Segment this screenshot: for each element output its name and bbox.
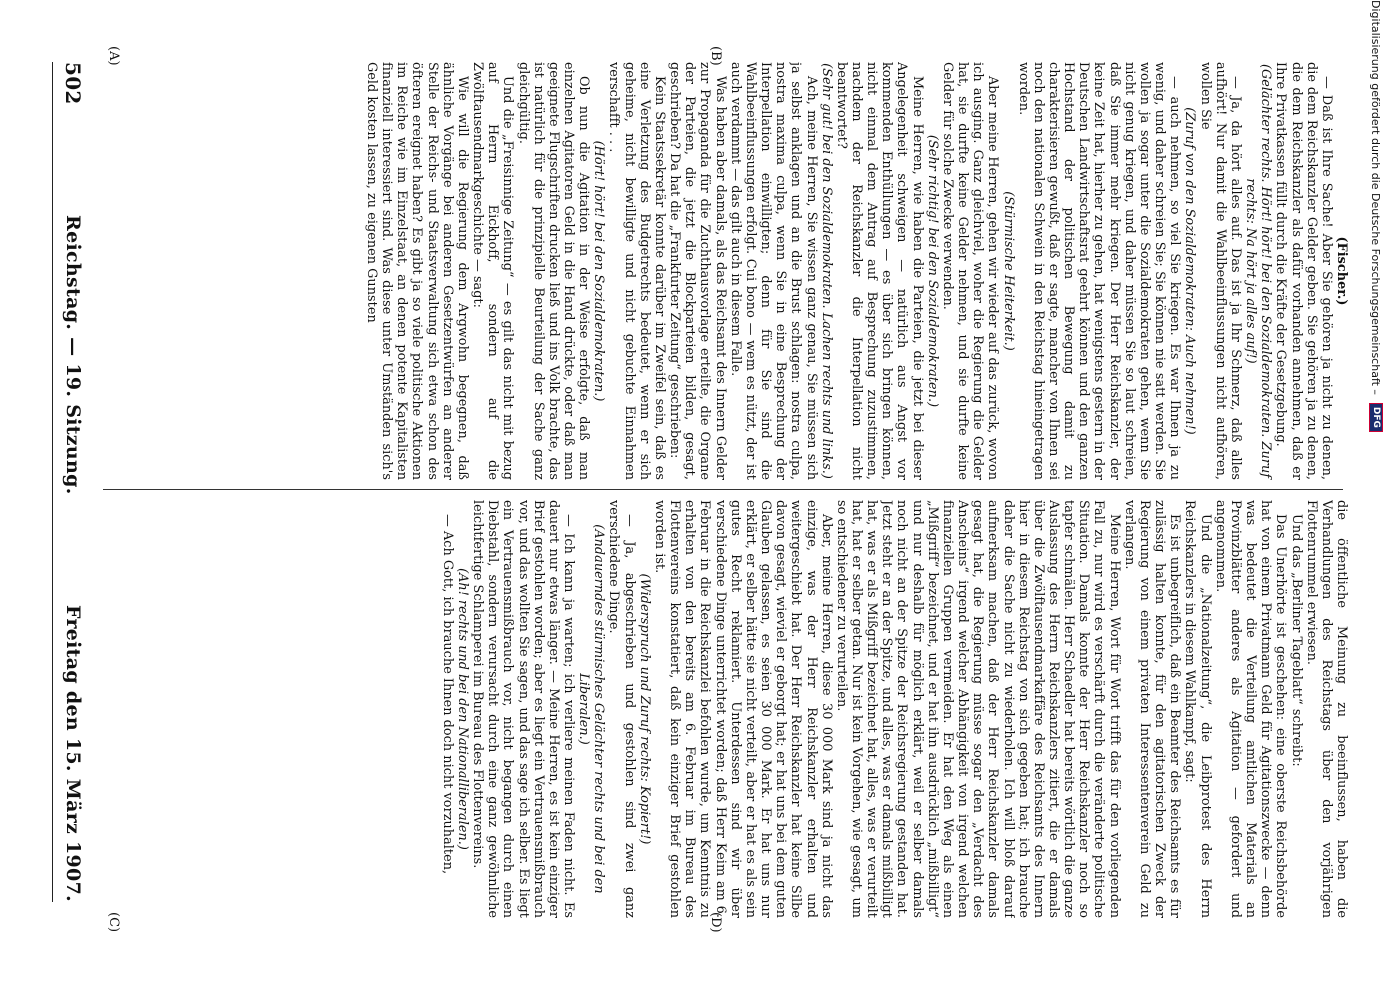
margin-marker-d: (D)	[708, 912, 723, 933]
right-column	[97, 500, 1349, 918]
header-title-right: Freitag den 15. März 1907.	[62, 605, 84, 902]
paragraph: Aber meine Herren, gehen wir wieder auf das zurück, wovon ich ausging. Ganz gleichviel, woher die Regierung die Gelder hat, sie durfte keine Gelder nehmen, und sie durfte keine Gelder für solche Zwecke verwenden.	[939, 62, 1001, 480]
paragraph: — Daß ist Ihre Sache! Aber Sie gehören ja nicht zu denen, die dem Reichskanzler Gelder geben. Sie gehören ja zu denen, die dem Reichskanzler als dafür vorhanden annehmen, daß er Ihre Privatkassen füllt durch die Kräfte der Gesetzgebung.	[1273, 62, 1334, 480]
paragraph: Kein Staatssekretär konnte darüber im Zweifel sein, daß es eine Verletzung des Budgetrechts bedeutet, wenn er sich geheime, nicht bewilligte und nicht gebuchte Einnahmen verschafft . . .	[606, 62, 667, 480]
interjection: (Widerspruch und Zuruf rechts: Kopiert!)	[636, 573, 652, 845]
paragraph: Und das „Berliner Tageblatt“ schreibt:	[1288, 514, 1304, 767]
interjection: (Stürmische Heiterkeit.)	[1000, 191, 1016, 351]
digitization-text: Digitalisierung gefördert durch die Deutsche Forschungsgemeinschaft –	[1369, 0, 1383, 395]
header-title-left: Reichstag. — 19. Sitzung.	[62, 215, 84, 495]
interjection: (Sehr richtig! bei den Sozialdemokraten.)	[924, 134, 940, 408]
interjection: (Zuruf von den Sozialdemokraten: Auch nehmen!)	[1182, 107, 1198, 435]
margin-marker-b: (B)	[708, 46, 723, 66]
dfg-logo: DFG	[1369, 403, 1383, 432]
margin-marker-c: (C)	[106, 912, 121, 933]
left-column	[97, 62, 1349, 480]
paragraph: Es ist unbegreiflich, daß ein Beamter des Reichsamts es für zulässig halten konnte, für den agitatorischen Zweck der Regierung von einem privaten Interessentenverein Geld zu verlangen.	[1121, 500, 1183, 918]
paragraph: Ach, meine Herren, Sie wissen ganz genau, Sie müssen sich ja selbst anklagen und an die Brust schlagen: nostra culpa, nostra maxima culpa, wenn Sie in eine Besprechung der Interpellation einwilligten; denn für Sie sind die Wahlbeeinflussungen erfolgt. Cui bono — wem es nützt, der ist auch verdammt — das gilt auch in diesem Falle.	[727, 62, 819, 480]
page-number: 502	[61, 62, 85, 105]
paragraph: Aber, meine Herren, diese 30 000 Mark sind ja nicht das einzige, was der Herr Reichskanzler erhalten und weitergeschiebt hat. Der Herr Reichskanzler hat keine Silbe davon gesagt, wieviel er geborgt hat; er hat uns bei dem guten Glauben gelassen, es seien 30 000 Mark. Er hat uns nur erklärt, er selber hätte sie nicht verteilt, aber er hat es als sein gutes Recht reklamiert. Unterdessen sind wir über verschiedene Dinge unterrichtet worden; daß Herr Keim am 6. Februar in die Reichskanzlei befohlen wurde, um Kenntnis zu erhalten von den bereits am 6. Februar im Bureau des Flottenvereins konstatiert, daß kein einziger Brief gestohlen worden ist.	[651, 500, 834, 918]
interjection: (Andauerndes stürmisches Gelächter rechts und bei den Liberalen.)	[576, 524, 607, 894]
paragraph: Und die „Nationalzeitung“, die Leibprotest des Herrn Reichskanzlers in diesem Wahlkampf, sagt:	[1182, 500, 1213, 918]
interjection: (Hört! hört! bei den Sozialdemokraten.)	[591, 140, 607, 402]
paragraph: — Ich kann ja warten; ich verliere meinen Faden nicht. Es dauert nur etwas länger. — Meine Herren, es ist kein einziger Brief gestohlen worden; aber es liegt ein Vertrauensmißbrauch vor, und das wollten Sie sagen, und das sage ich selber. Es liegt ein Vertrauensmißbrauch vor, nicht begangen durch einen Diebstahl, sondern verursacht durch eine ganz gewöhnliche leichtfertige Schlamperei im Bureau des Flottenvereins.	[470, 500, 577, 918]
column-divider	[103, 489, 1343, 490]
digitization-footer	[1369, 0, 1383, 1000]
paragraph: Das Unerhörte ist geschehen: eine oberste Reichsbehörde hat von einem Privatmann Geld für Agitationszwecke — denn was bedeutet die Verteilung amtlichen Materials an Provinzblätter anderes als Agitation — gefordert und angenommen.	[1212, 500, 1289, 918]
margin-marker-a: (A)	[106, 46, 121, 66]
paragraph: die öffentliche Meinung zu beeinflussen, haben die Verhandlungen des Reichstags über den vorjährigen Flottenrummel erwiesen.	[1303, 500, 1349, 918]
paragraph: — Ach Gott, ich brauche Ihnen doch nicht vorzuhalten,	[439, 514, 455, 875]
paragraph: Meine Herren, wie haben die Parteien, die jetzt bei dieser Angelegenheit schweigen — natürlich aus Angst vor kommenden Enthüllungen — es über sich bringen können, nicht einmal dem Antrag auf Besprechung zuzustimmen, nachdem der Reichskanzler die Interpellation nicht beantwortet?	[833, 62, 925, 480]
interjection: (Sehr gut! bei den Sozialdemokraten. Lachen rechts und links.)	[818, 63, 834, 479]
speaker-name: (Fischer.)	[1334, 236, 1349, 306]
paragraph: — Ja, da hört alles auf. Das ist ja Ihr Schmerz, daß alles aufhört! Nur damit die Wahlbeeinflussungen nicht aufhören, wollen Sie	[1197, 62, 1243, 480]
paragraph: Meine Herren, Wort für Wort trifft das für den vorliegenden Fall zu, nur wird es verschärft durch die veränderte politische Situation. Damals konnte der Herr Reichskanzler noch so tapfer schmälen. Herr Schaedler hat bereits wörtlich die ganze Auslassung des Herrn Reichskanzlers zitiert, die er damals über die Zwölftausendmarkaffäre des Reichsamts des Innern hier in diesem Reichstag von sich gegeben hat; ich brauche daher die Sache nicht zu wiederholen. Ich will bloß darauf aufmerksam machen, daß der Herr Reichskanzler damals gesagt hat, die Regierung müsse sogar den „Verdacht des Anscheins“ irgend welcher Abhängigkeit von irgend welchen finanziellen Gruppen vermeiden. Er hat den Weg als einen „Mißgriff“ bezeichnet, und er hat ihn ausdrücklich „mißbilligt“ und nur deshalb für möglich erklärt, weil er selber damals noch nicht an der Spitze der Reichsregierung gestanden hat. Jetzt steht er an der Spitze, und alles, was er damals mißbilligt hat, was er als Mißgriff bezeichnet hat, alles, was er verurteilt hat, hat er selber getan. Nur ist kein Vorgehen, wie gesagt, um so entschiedener zu verurteilen.	[833, 500, 1122, 918]
page-header	[52, 62, 93, 902]
paragraph: Ob nun die Agitation in der Weise erfolgte, daß man einzelnen Agitatoren Geld in die Hand drückte, oder daß man geeignete Flugschriften drucken ließ und ins Volk brachte, das ist natürlich für die prinzipielle Beurteilung der Sache ganz gleichgültig.	[515, 62, 592, 480]
paragraph: — auch nehmen, so viel Sie kriegen. Es war Ihnen ja zu wenig, und daher schreien Sie; Sie können nie satt werden. Sie wollen ja sogar unter die Sozialdemokraten gehen, wenn Sie nicht genug kriegen, und daher müssen Sie so laut schreien, daß Sie immer mehr kriegen. Der Herr Reichskanzler, der keine Zeit hat, hierher zu gehen, hat wenigstens gestern in der Deutschen Landwirtschaftsrat geehrt können und den ganzen Hochstand der politischen Bewegung damit zu charakterisieren gewußt, daß er sagte, mancher von Ihnen sei noch den nationalen Schwein in den Reichstag hineingetragen worden.	[1015, 62, 1183, 480]
paragraph: — Ja, abgeschrieben und gestohlen sind zwei ganz verschiedene Dinge.	[606, 500, 637, 918]
paragraph: Wie will die Regierung dem Argwohn begegnen, daß ähnliche Vorgänge bei anderen Gesetzentwürfen an anderer Stelle der Reichs- und Staatsverwaltung sich etwa schon des öfteren ereignet haben? Es gibt ja so viele politische Aktionen im Reiche wie im Einzelstaat, an denen potente Kapitalisten finanziell interessiert sind. Was diese unter Umständen sich's Geld kosten lassen, zu eigenen Gunsten	[364, 62, 470, 480]
paragraph: Und die „Freisinnige Zeitung“ — es gilt das nicht mit bezug auf Herrn Eickhoff, sondern auf die Zwölftausendmarkgeschichte — sagt:	[470, 62, 516, 480]
interjection: (Gelächter rechts. Hört! hört! bei den Sozialdemokraten. Zuruf rechts: Na hört ja alles auf!)	[1243, 63, 1274, 479]
paragraph: Was haben aber damals, als das Reichsamt des Innern Gelder zur Propaganda für die Zuchthausvorlage erteilte, die Organe der Parteien, die jetzt die Blockparteien bilden, gesagt, geschrieben? Da hat die „Frankfurter Zeitung“ geschrieben:	[667, 62, 728, 480]
interjection: (Ah! rechts und bei den Nationalliberalen.)	[454, 568, 470, 850]
